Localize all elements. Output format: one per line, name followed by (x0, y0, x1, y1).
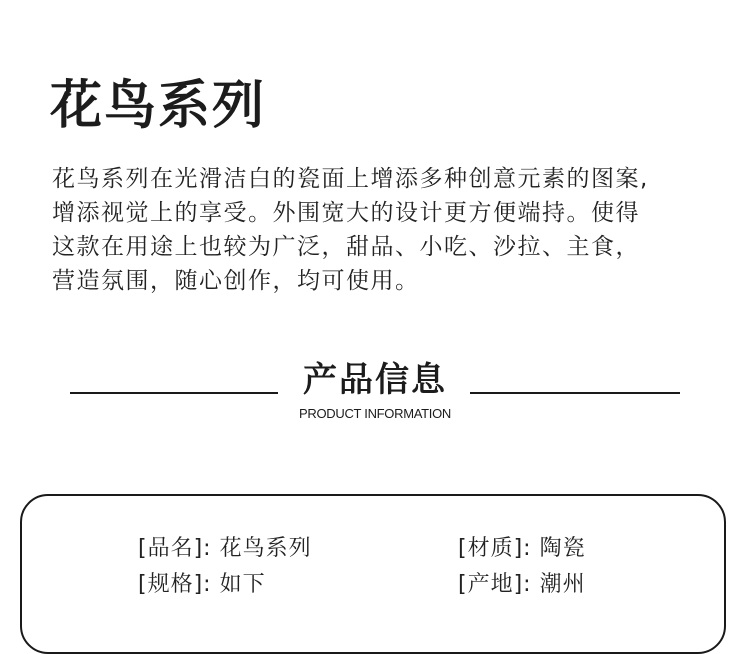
info-product-name: [品名]: 花鸟系列 (138, 536, 312, 561)
info-spec: [规格]: 如下 (138, 572, 266, 597)
description-line: 花鸟系列在光滑洁白的瓷面上增添多种创意元素的图案, (52, 166, 649, 192)
section-title: 产品信息 (303, 360, 447, 400)
description-line: 增添视觉上的享受。外围宽大的设计更方便端持。使得 (52, 200, 640, 226)
info-material: [材质]: 陶瓷 (458, 536, 586, 561)
product-info-header (0, 356, 750, 426)
section-subtitle: PRODUCT INFORMATION (299, 406, 451, 421)
product-info-card (20, 494, 726, 654)
page-title: 花鸟系列 (50, 76, 267, 136)
description-line: 这款在用途上也较为广泛，甜品、小吃、沙拉、主食， (52, 234, 640, 260)
description-line: 营造氛围，随心创作，均可使用。 (52, 268, 420, 294)
info-origin: [产地]: 潮州 (458, 572, 586, 597)
product-description (52, 162, 702, 298)
